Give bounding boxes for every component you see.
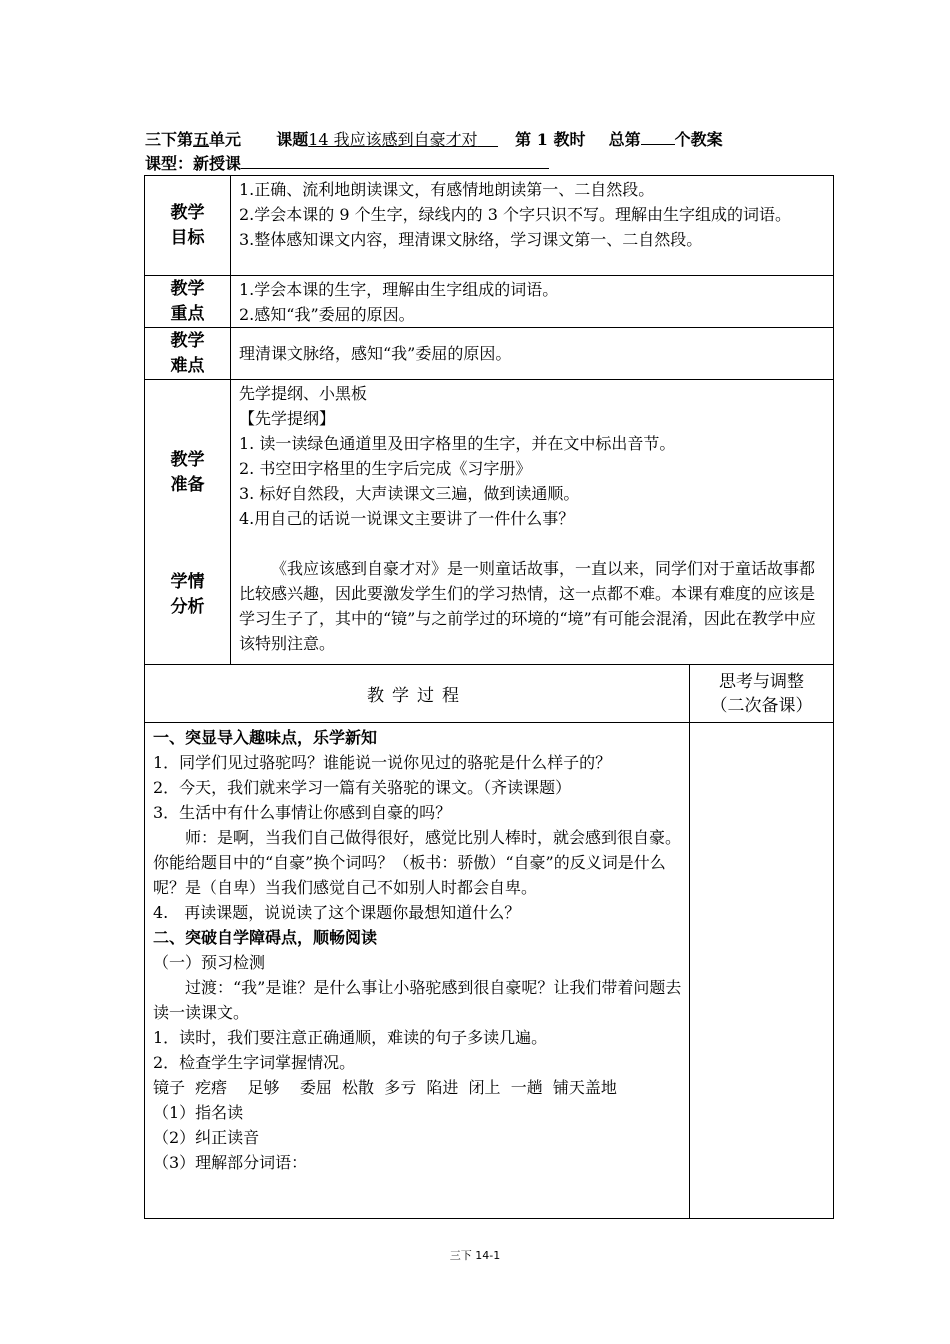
vocab-line: 镜子 疙瘩 足够 委屈 松散 多亏 陷进 闭上 一趟 铺天盖地 xyxy=(153,1078,617,1097)
lesson-type: 课型：新授课 xyxy=(145,154,242,173)
objectives-row xyxy=(145,176,833,276)
process-header-row xyxy=(145,665,833,723)
key-point-item: 2.感知“我”委屈的原因。 xyxy=(239,305,415,324)
session-label: 第 1 教时 xyxy=(515,130,586,149)
lesson-type-row xyxy=(145,151,549,174)
process-heading: 教学过程 xyxy=(145,665,690,722)
process-body-row xyxy=(145,723,833,1218)
key-points-content xyxy=(231,276,833,327)
difficulties-content xyxy=(231,328,833,379)
section-heading: 一、突显导入趣味点，乐学新知 xyxy=(153,728,378,747)
objective-item: 2.学会本课的 9 个生字，绿线内的 3 个字只识不写。理解由生字组成的词语。 xyxy=(239,205,791,224)
prep-line: 先学提纲、小黑板 xyxy=(239,384,368,403)
process-line: 1．同学们见过骆驼吗？谁能说一说你见过的骆驼是什么样子的？ xyxy=(153,753,612,772)
unit-suffix: 单元 xyxy=(209,130,242,149)
lesson-header xyxy=(145,127,723,150)
key-points-row xyxy=(145,276,833,328)
adjust-column xyxy=(690,723,833,1218)
key-points-label: 教学 重点 xyxy=(145,276,231,327)
objective-item: 3.整体感知课文内容，理清课文脉络，学习课文第一、二自然段。 xyxy=(239,230,703,249)
preparation-label: 教学 准备 学情 分析 xyxy=(145,380,231,664)
prep-line: 4.用自己的话说一说课文主要讲了一件什么事？ xyxy=(239,509,575,528)
preparation-content xyxy=(231,380,833,664)
difficulties-label: 教学 难点 xyxy=(145,328,231,379)
difficulty-text: 理清课文脉络，感知“我”委屈的原因。 xyxy=(239,343,512,363)
prep-line: 2. 书空田字格里的生字后完成《习字册》 xyxy=(239,459,532,478)
prep-line: 【先学提纲】 xyxy=(239,409,336,428)
process-line: （2）纠正读音 xyxy=(153,1128,260,1147)
lesson-type-underline xyxy=(241,167,549,169)
difficulties-row xyxy=(145,328,833,380)
total-suffix: 个教案 xyxy=(674,130,723,149)
preparation-row xyxy=(145,380,833,665)
process-line: 2．检查学生字词掌握情况。 xyxy=(153,1053,356,1072)
topic-title: 14 我应该感到自豪才对 xyxy=(308,130,478,149)
adjust-heading: 思考与调整 （二次备课） xyxy=(710,671,813,716)
key-point-item: 1.学会本课的生字，理解由生字组成的词语。 xyxy=(239,280,559,299)
process-line: 师：是啊，当我们自己做得很好，感觉比别人棒时，就会感到很自豪。你能给题目中的“自豪”换个词吗？（板书：骄傲）“自豪”的反义词是什么呢？是（自卑）当我们感觉自己不如别人时都会自卑。 xyxy=(153,828,682,897)
unit-number: 五 xyxy=(193,130,210,149)
lesson-plan-table xyxy=(144,175,834,1219)
section-heading: 二、突破自学障碍点，顺畅阅读 xyxy=(153,928,378,947)
topic-label: 课题 xyxy=(276,130,309,149)
analysis-text: 《我应该感到自豪才对》是一则童话故事，一直以来，同学们对于童话故事都比较感兴趣，因此要激发学生们的学习热情，这一点都不难。本课有难度的应该是学习生子了，其中的“镜”与之前学过的环境的“境”有可能会混淆，因此在教学中应该特别注意。 xyxy=(239,559,816,653)
process-line: （一）预习检测 xyxy=(153,953,266,972)
prep-line: 1. 读一读绿色通道里及田字格里的生字，并在文中标出音节。 xyxy=(239,434,676,453)
process-line: （1）指名读 xyxy=(153,1103,244,1122)
objectives-content xyxy=(231,176,833,275)
objectives-label: 教学 目标 xyxy=(145,176,231,275)
process-line: 1．读时，我们要注意正确通顺，难读的句子多读几遍。 xyxy=(153,1028,548,1047)
unit-prefix: 三下第 xyxy=(145,130,194,149)
process-line: 2．今天，我们就来学习一篇有关骆驼的课文。（齐读课题） xyxy=(153,778,572,797)
total-prefix: 总第 xyxy=(608,130,641,149)
prep-line: 3. 标好自然段，大声读课文三遍，做到读通顺。 xyxy=(239,484,580,503)
process-line: 3．生活中有什么事情让你感到自豪的吗？ xyxy=(153,803,452,822)
process-line: （3）理解部分词语： xyxy=(153,1153,308,1172)
objective-item: 1.正确、流利地朗读课文，有感情地朗读第一、二自然段。 xyxy=(239,180,655,199)
process-content xyxy=(145,723,690,1218)
total-blank xyxy=(641,130,675,145)
process-line: 过渡：“我”是谁？是什么事让小骆驼感到很自豪呢？让我们带着问题去读一读课文。 xyxy=(153,978,682,1022)
page-footer: 三下 14-1 xyxy=(449,1249,501,1262)
process-line: 4. 再读课题，说说读了这个课题你最想知道什么？ xyxy=(153,903,521,922)
